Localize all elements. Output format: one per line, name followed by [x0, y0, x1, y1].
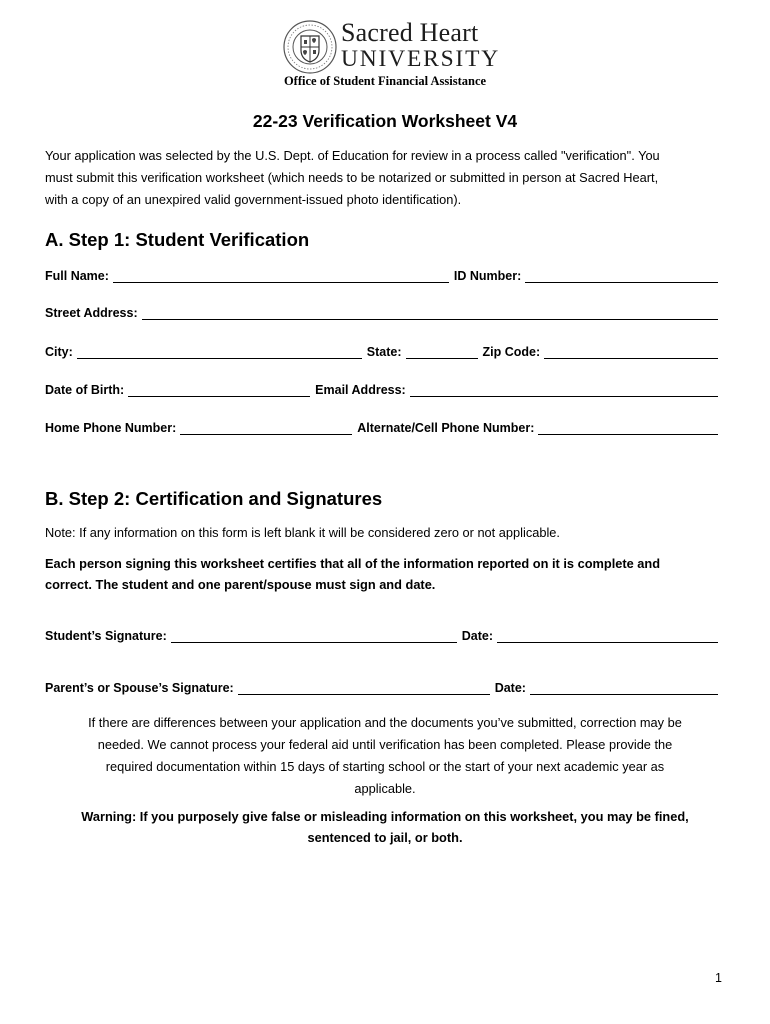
- university-seal-icon: [283, 20, 337, 74]
- intro-line: with a copy of an unexpired valid government-issued photo identification).: [45, 192, 462, 207]
- certification-statement: [45, 553, 725, 595]
- certification-line: Each person signing this worksheet certifies that all of the information reported on it is complete and: [45, 556, 661, 571]
- parent-signature-label: Parent’s or Spouse’s Signature:: [45, 681, 234, 695]
- home-phone-label: Home Phone Number:: [45, 421, 177, 435]
- zip-code-field[interactable]: [544, 344, 718, 359]
- office-name: Office of Student Financial Assistance: [283, 74, 487, 88]
- row-student-signature: [45, 625, 718, 643]
- differences-line: needed. We cannot process your federal aid until verification has been completed. Please provide the: [97, 737, 673, 752]
- intro-line: Your application was selected by the U.S. Dept. of Education for review in a process called "verification". You: [45, 148, 660, 163]
- student-date-field[interactable]: [497, 628, 718, 643]
- alt-phone-label: Alternate/Cell Phone Number:: [357, 421, 535, 435]
- street-address-field[interactable]: [142, 305, 718, 320]
- parent-date-field[interactable]: [530, 680, 718, 695]
- state-label: State:: [366, 345, 402, 359]
- university-wordmark: [341, 20, 500, 72]
- zip-code-label: Zip Code:: [482, 345, 541, 359]
- student-date-label: Date:: [461, 629, 494, 643]
- id-number-label: ID Number:: [453, 269, 522, 283]
- page-number: 1: [715, 971, 722, 985]
- student-signature-label: Student’s Signature:: [45, 629, 167, 643]
- certification-line: correct. The student and one parent/spouse must sign and date.: [45, 577, 436, 592]
- intro-paragraph: [45, 145, 735, 211]
- date-of-birth-label: Date of Birth:: [45, 383, 125, 397]
- university-name-line1: Sacred Heart: [341, 18, 479, 47]
- university-name-line2: UNIVERSITY: [341, 46, 500, 72]
- parent-date-label: Date:: [494, 681, 526, 695]
- alt-phone-field[interactable]: [538, 420, 718, 435]
- id-number-field[interactable]: [525, 268, 718, 283]
- full-name-field[interactable]: [113, 268, 449, 283]
- city-field[interactable]: [77, 344, 362, 359]
- warning-line: Warning: If you purposely give false or misleading information on this worksheet, you may be fined,: [81, 809, 689, 824]
- row-parent-signature: [45, 677, 718, 695]
- warning-paragraph: [45, 806, 725, 848]
- date-of-birth-field[interactable]: [128, 382, 310, 397]
- differences-line: If there are differences between your application and the documents you’ve submitted, correction may be: [88, 715, 682, 730]
- email-address-label: Email Address:: [315, 383, 406, 397]
- differences-line: applicable.: [354, 781, 416, 796]
- state-field[interactable]: [406, 344, 478, 359]
- page-title: 22-23 Verification Worksheet V4: [252, 111, 518, 131]
- row-dob-email: [45, 379, 718, 397]
- differences-paragraph: [45, 712, 725, 800]
- warning-line: sentenced to jail, or both.: [307, 830, 463, 845]
- row-city-state-zip: [45, 341, 718, 359]
- street-address-label: Street Address:: [45, 306, 138, 320]
- row-name-id: [45, 265, 718, 283]
- email-address-field[interactable]: [410, 382, 718, 397]
- row-street: [45, 302, 718, 320]
- home-phone-field[interactable]: [180, 420, 352, 435]
- full-name-label: Full Name:: [45, 269, 109, 283]
- row-phones: [45, 417, 718, 435]
- blank-info-note: Note: If any information on this form is left blank it will be considered zero or not applicable.: [45, 525, 560, 540]
- differences-line: required documentation within 15 days of starting school or the start of your next academic year as: [105, 759, 665, 774]
- section-b-heading: B. Step 2: Certification and Signatures: [45, 488, 383, 509]
- section-a-heading: A. Step 1: Student Verification: [45, 229, 310, 250]
- intro-line: must submit this verification worksheet (which needs to be notarized or submitted in person at Sacred Heart,: [45, 170, 659, 185]
- student-signature-field[interactable]: [171, 628, 457, 643]
- city-label: City:: [45, 345, 73, 359]
- parent-signature-field[interactable]: [238, 680, 490, 695]
